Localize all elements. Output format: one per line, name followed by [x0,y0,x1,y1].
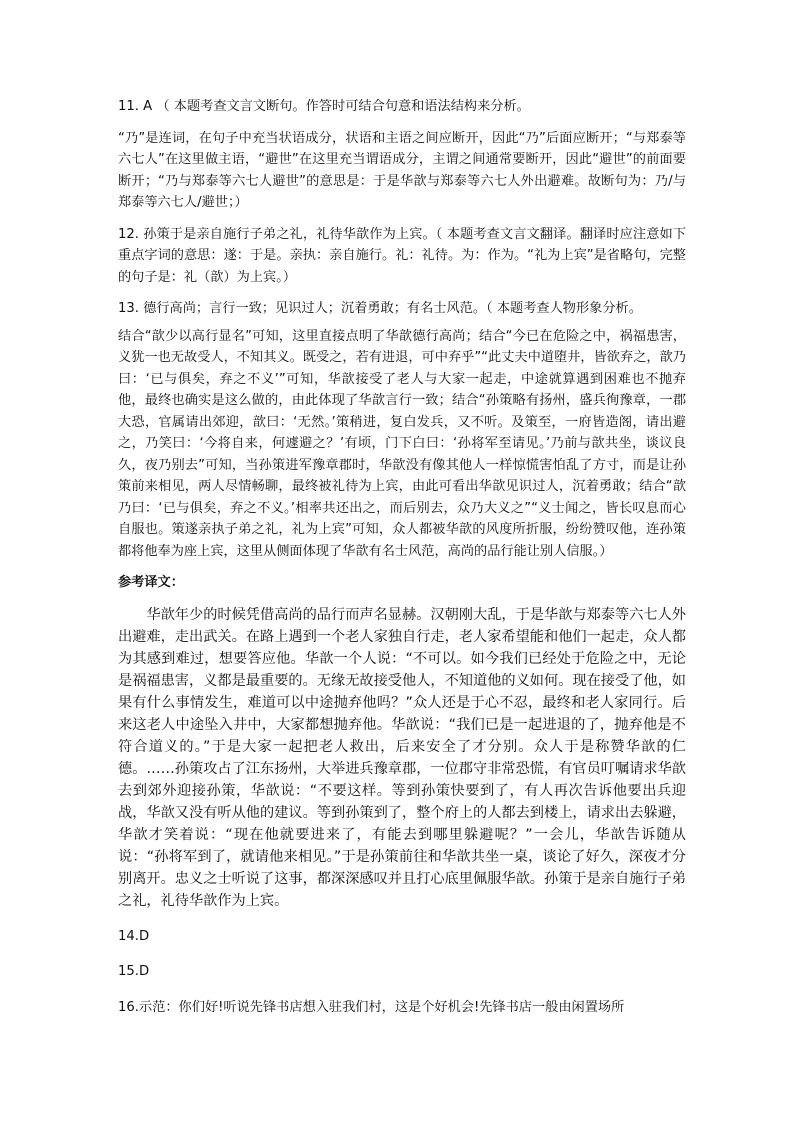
answer-15: 15.D [118,964,150,979]
translation-heading: 参考译文： [118,575,184,590]
answer-12: 12. 孙策于是亲自施行子弟之礼，礼待华歆作为上宾。（ 本题考查文言文翻译。翻译时应注意如下重点字词的意思：遂：于是。亲执：亲自施行。礼：礼待。为：作为。“礼为上宾”是省略句，完整的句子是：礼（歆）为上宾。） [118,226,686,285]
answer-11-explanation: “乃”是连词，在句子中充当状语成分，状语和主语之间应断开，因此“乃”后面应断开；“与郑泰等六七人”在这里做主语，“避世”在这里充当谓语成分，主谓之间通常要断开，因此“避世”的前面要断开；“乃与郑泰等六七人避世”的意思是：于是华歆与郑泰等六七人外出避难。故断句为：乃/与郑泰等六七人/避世；） [118,130,686,210]
answer-11-heading: 11. A （ 本题考查文言文断句。作答时可结合句意和语法结构来分析。 [118,99,530,114]
document-page [118,96,686,1018]
answer-14: 14.D [118,928,150,944]
answer-16: 16.示范：你们好!听说先锋书店想入驻我们村，这是个好机会!先锋书店一般由闲置场所 [118,999,625,1015]
answer-13-heading: 13. 德行高尚；言行一致；见识过人；沉着勇敢；有名士风范。（ 本题考查人物形象分析。 [118,301,642,316]
translation-body: 华歆年少的时候凭借高尚的品行而声名显赫。汉朝刚大乱，于是华歆与郑泰等六七人外出避难，走出武关。在路上遇到一个老人家独自行走，老人家希望能和他们一起走，众人都为其感到难过，想要答应他。华歆一个人说：“不可以。如今我们已经处于危险之中，无论是祸福患害，义都是最重要的。无缘无故接受他人，不知道他的义如何。现在接受了他，如果有什么事情发生，难道可以中途抛弃他吗？”众人还是于心不忍，最终和老人家同行。后来这老人中途坠入井中，大家都想抛弃他。华歆说：“我们已是一起进退的了，抛弃他是不符合道义的。”于是大家一起把老人救出，后来安全了才分别。众人于是称赞华歆的仁德。……孙策攻占了江东扬州，大举进兵豫章郡，一位郡守非常恐慌，有官员叮嘱请求华歆去到郊外迎接孙策，华歆说：“不要这样。等到孙策快要到了，有人再次告诉他要出兵迎战，华歆又没有听从他的建议。等到孙策到了，整个府上的人都去到楼上，请求出去躲避，华歆才笑着说：“现在他就要进来了，有能去到哪里躲避呢？”一会儿，华歆告诉随从说：“孙将军到了，就请他来相见。”于是孙策前往和华歆共坐一桌，谈论了好久，深夜才分别离开。忠义之士听说了这事，都深深感叹并且打心底里佩服华歆。孙策于是亲自施行子弟之礼，礼待华歆作为上宾。 [118,606,686,909]
answer-13-explanation: 结合“歆少以高行显名”可知，这里直接点明了华歆德行高尚；结合“今已在危险之中，祸福患害，义犹一也无故受人，不知其义。既受之，若有进退，可中弃乎”“此丈夫中道堕井，皆欲弃之，歆乃曰：‘已与俱矣，弃之不义’”可知，华歆接受了老人与大家一起走，中途就算遇到困难也不抛弃他，最终也确实是这么做的，由此体现了华歆言行一致；结合“孙策略有扬州，盛兵徇豫章，一郡大恐，官属请出郊迎，歆曰：‘无然。’策稍进，复白发兵，又不听。及策至，一府皆造阁，请出避之，乃笑曰：‘今将自来，何遽避之？’有顷，门下白曰：‘孙将军至请见。’乃前与歆共坐，谈议良久，夜乃别去”可知，当孙策进军豫章郡时，华歆没有像其他人一样惊慌害怕乱了方寸，而是让孙策前来相见，两人尽情畅聊，最终被礼待为上宾，由此可看出华歆见识过人，沉着勇敢；结合“歆乃曰：‘已与俱矣，弃之不义。’相率共还出之，而后别去，众乃大义之”“义士闻之，皆长叹息而心自服也。策遂亲执子弟之礼，礼为上宾”可知，众人都被华歆的风度所折服，纷纷赞叹他，连孙策都将他奉为座上宾，这里从侧面体现了华歆有名士风范，高尚的品行能让别人信服。） [118,328,686,559]
